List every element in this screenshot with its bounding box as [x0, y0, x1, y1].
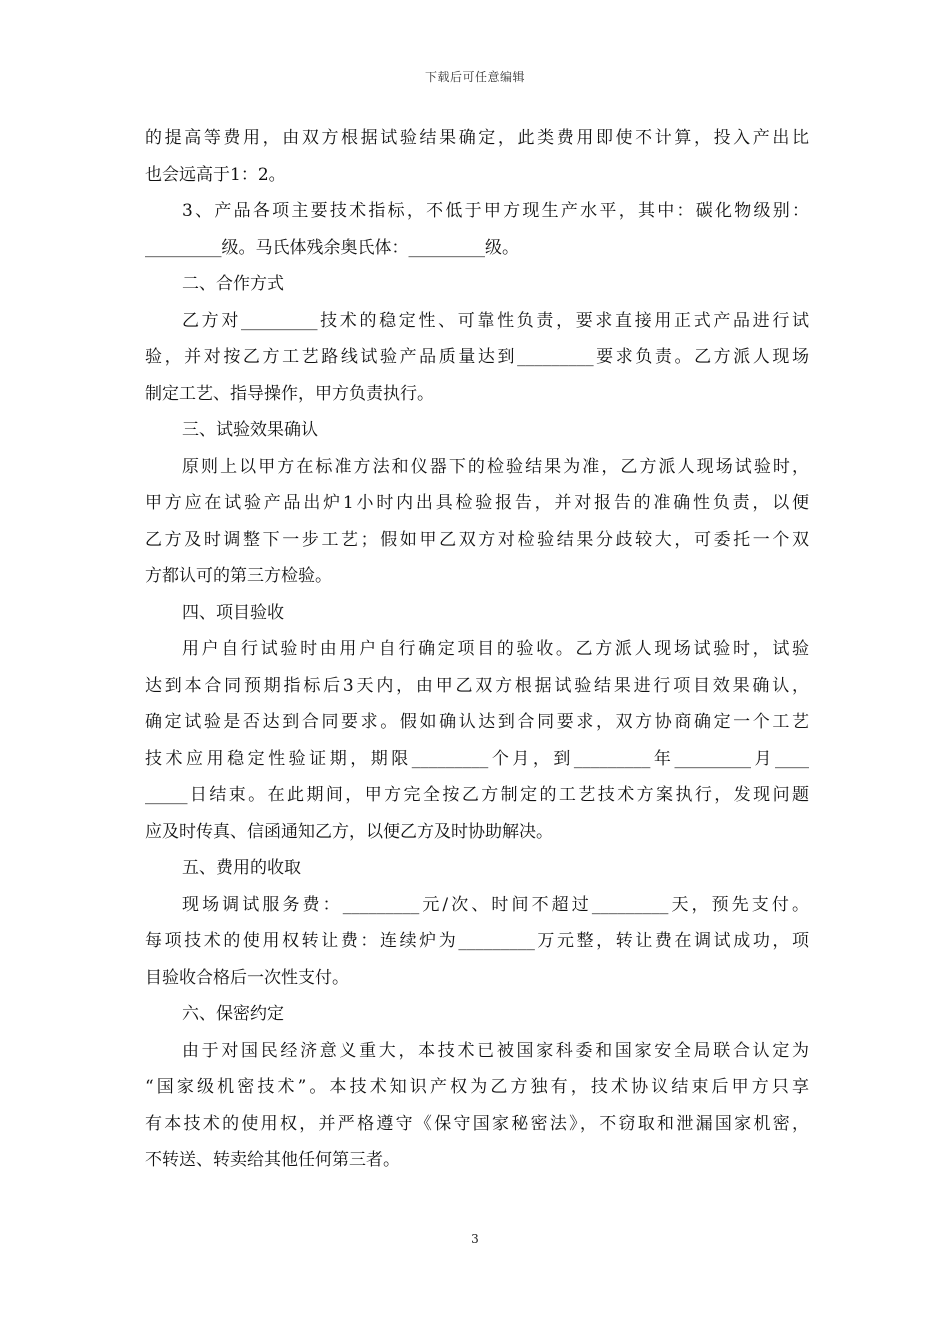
text-line: 甲方应在试验产品出炉1小时内出具检验报告，并对报告的准确性负责，以便	[145, 493, 809, 513]
text-line: _____日结束。在此期间，甲方完全按乙方制定的工艺技术方案执行，发现问题	[145, 785, 809, 805]
text-line: 二、合作方式	[182, 274, 284, 294]
text-line: 不转送、转卖给其他任何第三者。	[145, 1150, 400, 1170]
text-line: 制定工艺、指导操作，甲方负责执行。	[145, 383, 434, 404]
page-number: 3	[471, 1232, 479, 1246]
text-line: 六、保密约定	[182, 1004, 284, 1024]
text-line: 3、产品各项主要技术指标，不低于甲方现生产水平，其中：碳化物级别：	[182, 201, 809, 221]
text-line: 的提高等费用，由双方根据试验结果确定，此类费用即使不计算，投入产出比	[145, 128, 809, 148]
text-line: 乙方对_________技术的稳定性、可靠性负责，要求直接用正式产品进行试	[182, 310, 809, 331]
text-line: 每项技术的使用权转让费：连续炉为_________万元整，转让费在调试成功，项	[145, 931, 809, 951]
document-body	[145, 120, 809, 1179]
text-line: 目验收合格后一次性支付。	[145, 967, 349, 988]
text-line: 现场调试服务费：_________元/次、时间不超过_________天，预先支付。	[182, 894, 809, 915]
text-line: 也会远高于1：2。	[145, 164, 286, 185]
page-header: 下载后可任意编辑	[424, 70, 525, 84]
text-line: 四、项目验收	[182, 602, 284, 623]
text-line: 由于对国民经济意义重大，本技术已被国家科委和国家安全局联合认定为	[182, 1040, 809, 1061]
text-line: 原则上以甲方在标准方法和仪器下的检验结果为准，乙方派人现场试验时，	[182, 456, 809, 477]
text-line: 乙方及时调整下一步工艺；假如甲乙双方对检验结果分歧较大，可委托一个双	[145, 529, 809, 550]
text-line: 应及时传真、信函通知乙方，以便乙方及时协助解决。	[145, 821, 553, 842]
text-line: 技术应用稳定性验证期，期限_________个月，到_________年_________月____	[145, 748, 809, 769]
text-line: _________级。马氏体残余奥氏体：_________级。	[145, 237, 519, 258]
text-line: “国家级机密技术”。本技术知识产权为乙方独有，技术协议结束后甲方只享	[145, 1077, 809, 1097]
text-line: 验，并对按乙方工艺路线试验产品质量达到_________要求负责。乙方派人现场	[145, 347, 809, 367]
text-line: 达到本合同预期指标后3天内，由甲乙双方根据试验结果进行项目效果确认，	[145, 675, 809, 696]
text-line: 有本技术的使用权，并严格遵守《保守国家秘密法》，不窃取和泄漏国家机密，	[145, 1113, 809, 1134]
text-line: 三、试验效果确认	[182, 420, 318, 440]
text-line: 用户自行试验时由用户自行确定项目的验收。乙方派人现场试验时，试验	[182, 639, 809, 659]
text-line: 方都认可的第三方检验。	[145, 566, 332, 586]
text-line: 确定试验是否达到合同要求。假如确认达到合同要求，双方协商确定一个工艺	[145, 712, 809, 732]
text-line: 五、费用的收取	[182, 858, 301, 878]
